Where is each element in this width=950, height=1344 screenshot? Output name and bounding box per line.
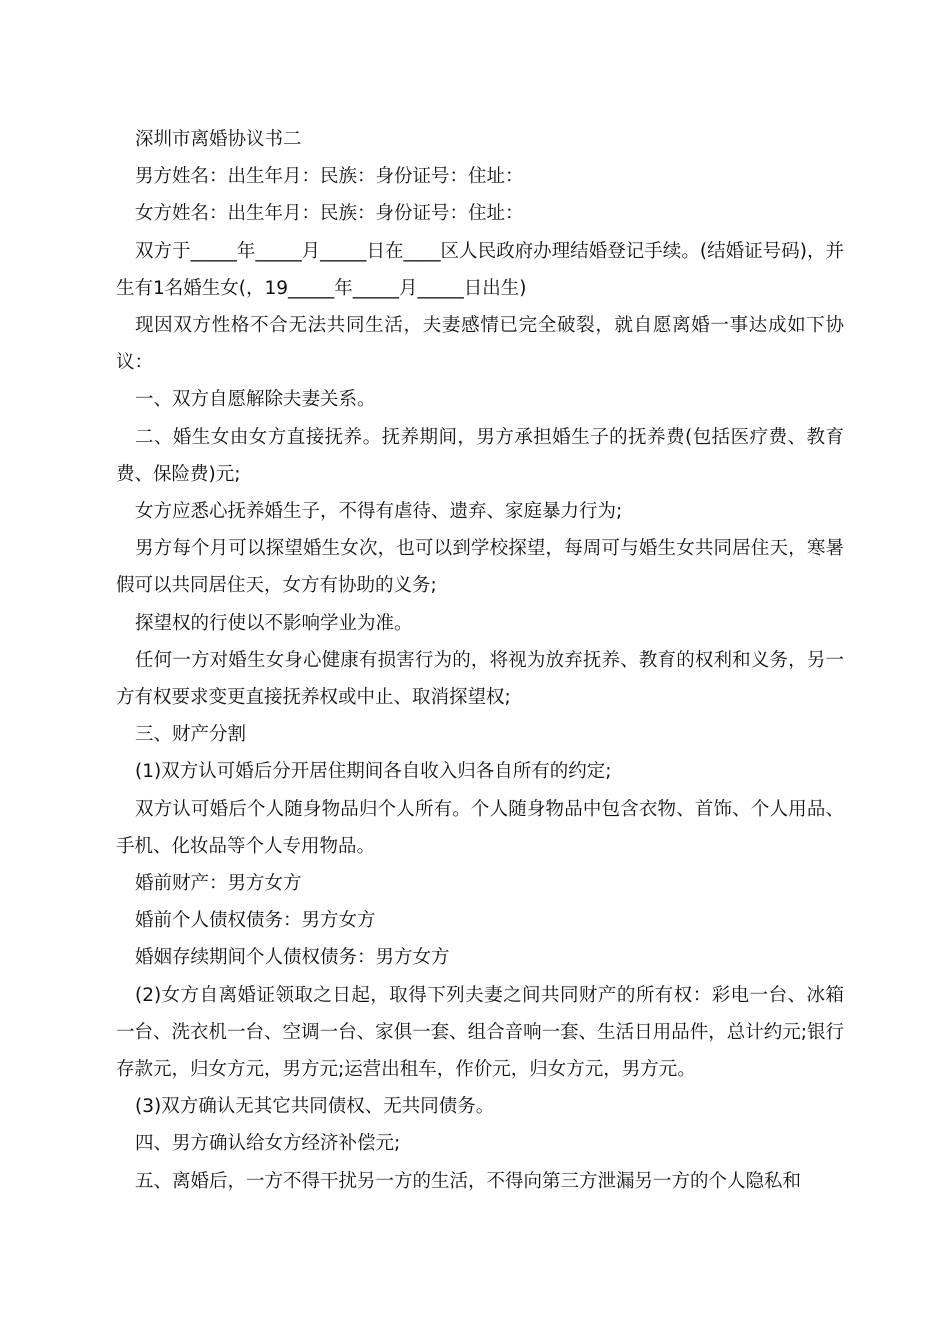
clause-2-harm: 任何一方对婚生女身心健康有损害行为的，将视为放弃抚养、教育的权利和义务，另一方有权要求变更直接抚养权或中止、取消探望权; [116,649,844,709]
clause-3-premarital-debts: 婚前个人债权债务：男方女方 [135,910,376,932]
clause-5: 五、离婚后，一方不得干扰另一方的生活，不得向第三方泄漏另一方的个人隐私和 [135,1170,802,1192]
clause-3-premarital-property: 婚前财产：男方女方 [135,873,302,895]
clause-3-marital-debts: 婚姻存续期间个人债权债务：男方女方 [135,947,450,969]
paragraph-marriage-registration: 双方于_____年_____月_____日在____区人民政府办理结婚登记手续。(结婚证号码)，并生有1名婚生女(，19_____年_____月_____日出生) [116,240,844,299]
clause-4: 四、男方确认给女方经济补偿元; [135,1133,401,1155]
clause-2: 二、婚生女由女方直接抚养。抚养期间，男方承担婚生子的抚养费(包括医疗费、教育费、保险费)元; [116,426,844,485]
clause-3-personal-items: 双方认可婚后个人随身物品归个人所有。个人随身物品中包含衣物、首饰、个人用品、手机、化妆品等个人专用物品。 [116,798,844,857]
clause-2-visitation-limit: 探望权的行使以不影响学业为准。 [135,612,413,634]
paragraph-husband-info: 男方姓名：出生年月：民族：身份证号：住址： [135,166,524,188]
clause-3-1: (1)双方认可婚后分开居住期间各自收入归各自所有的约定; [135,761,612,783]
clause-3-3: (3)双方确认无其它共同债权、无共同债务。 [135,1096,495,1118]
clause-2-care: 女方应悉心抚养婚生子，不得有虐待、遗弃、家庭暴力行为; [135,501,623,523]
paragraph-reason: 现因双方性格不合无法共同生活，夫妻感情已完全破裂，就自愿离婚一事达成如下协议： [116,315,844,374]
clause-3-2: (2)女方自离婚证领取之日起，取得下列夫妻之间共同财产的所有权：彩电一台、冰箱一台、洗衣机一台、空调一台、家俱一套、组合音响一套、生活日用品件，总计约元;银行存款元，归女方元，男方元;运营出租车，作价元，归女方元，男方元。 [116,984,844,1081]
document-title: 深圳市离婚协议书二 [135,129,302,150]
clause-2-visitation: 男方每个月可以探望婚生女次，也可以到学校探望，每周可与婚生女共同居住天，寒暑假可以共同居住天，女方有协助的义务; [116,538,844,597]
paragraph-wife-info: 女方姓名：出生年月：民族：身份证号：住址： [135,203,524,225]
clause-3-heading: 三、财产分割 [135,724,247,746]
clause-1: 一、双方自愿解除夫妻关系。 [135,389,376,411]
document-body [116,121,844,1200]
